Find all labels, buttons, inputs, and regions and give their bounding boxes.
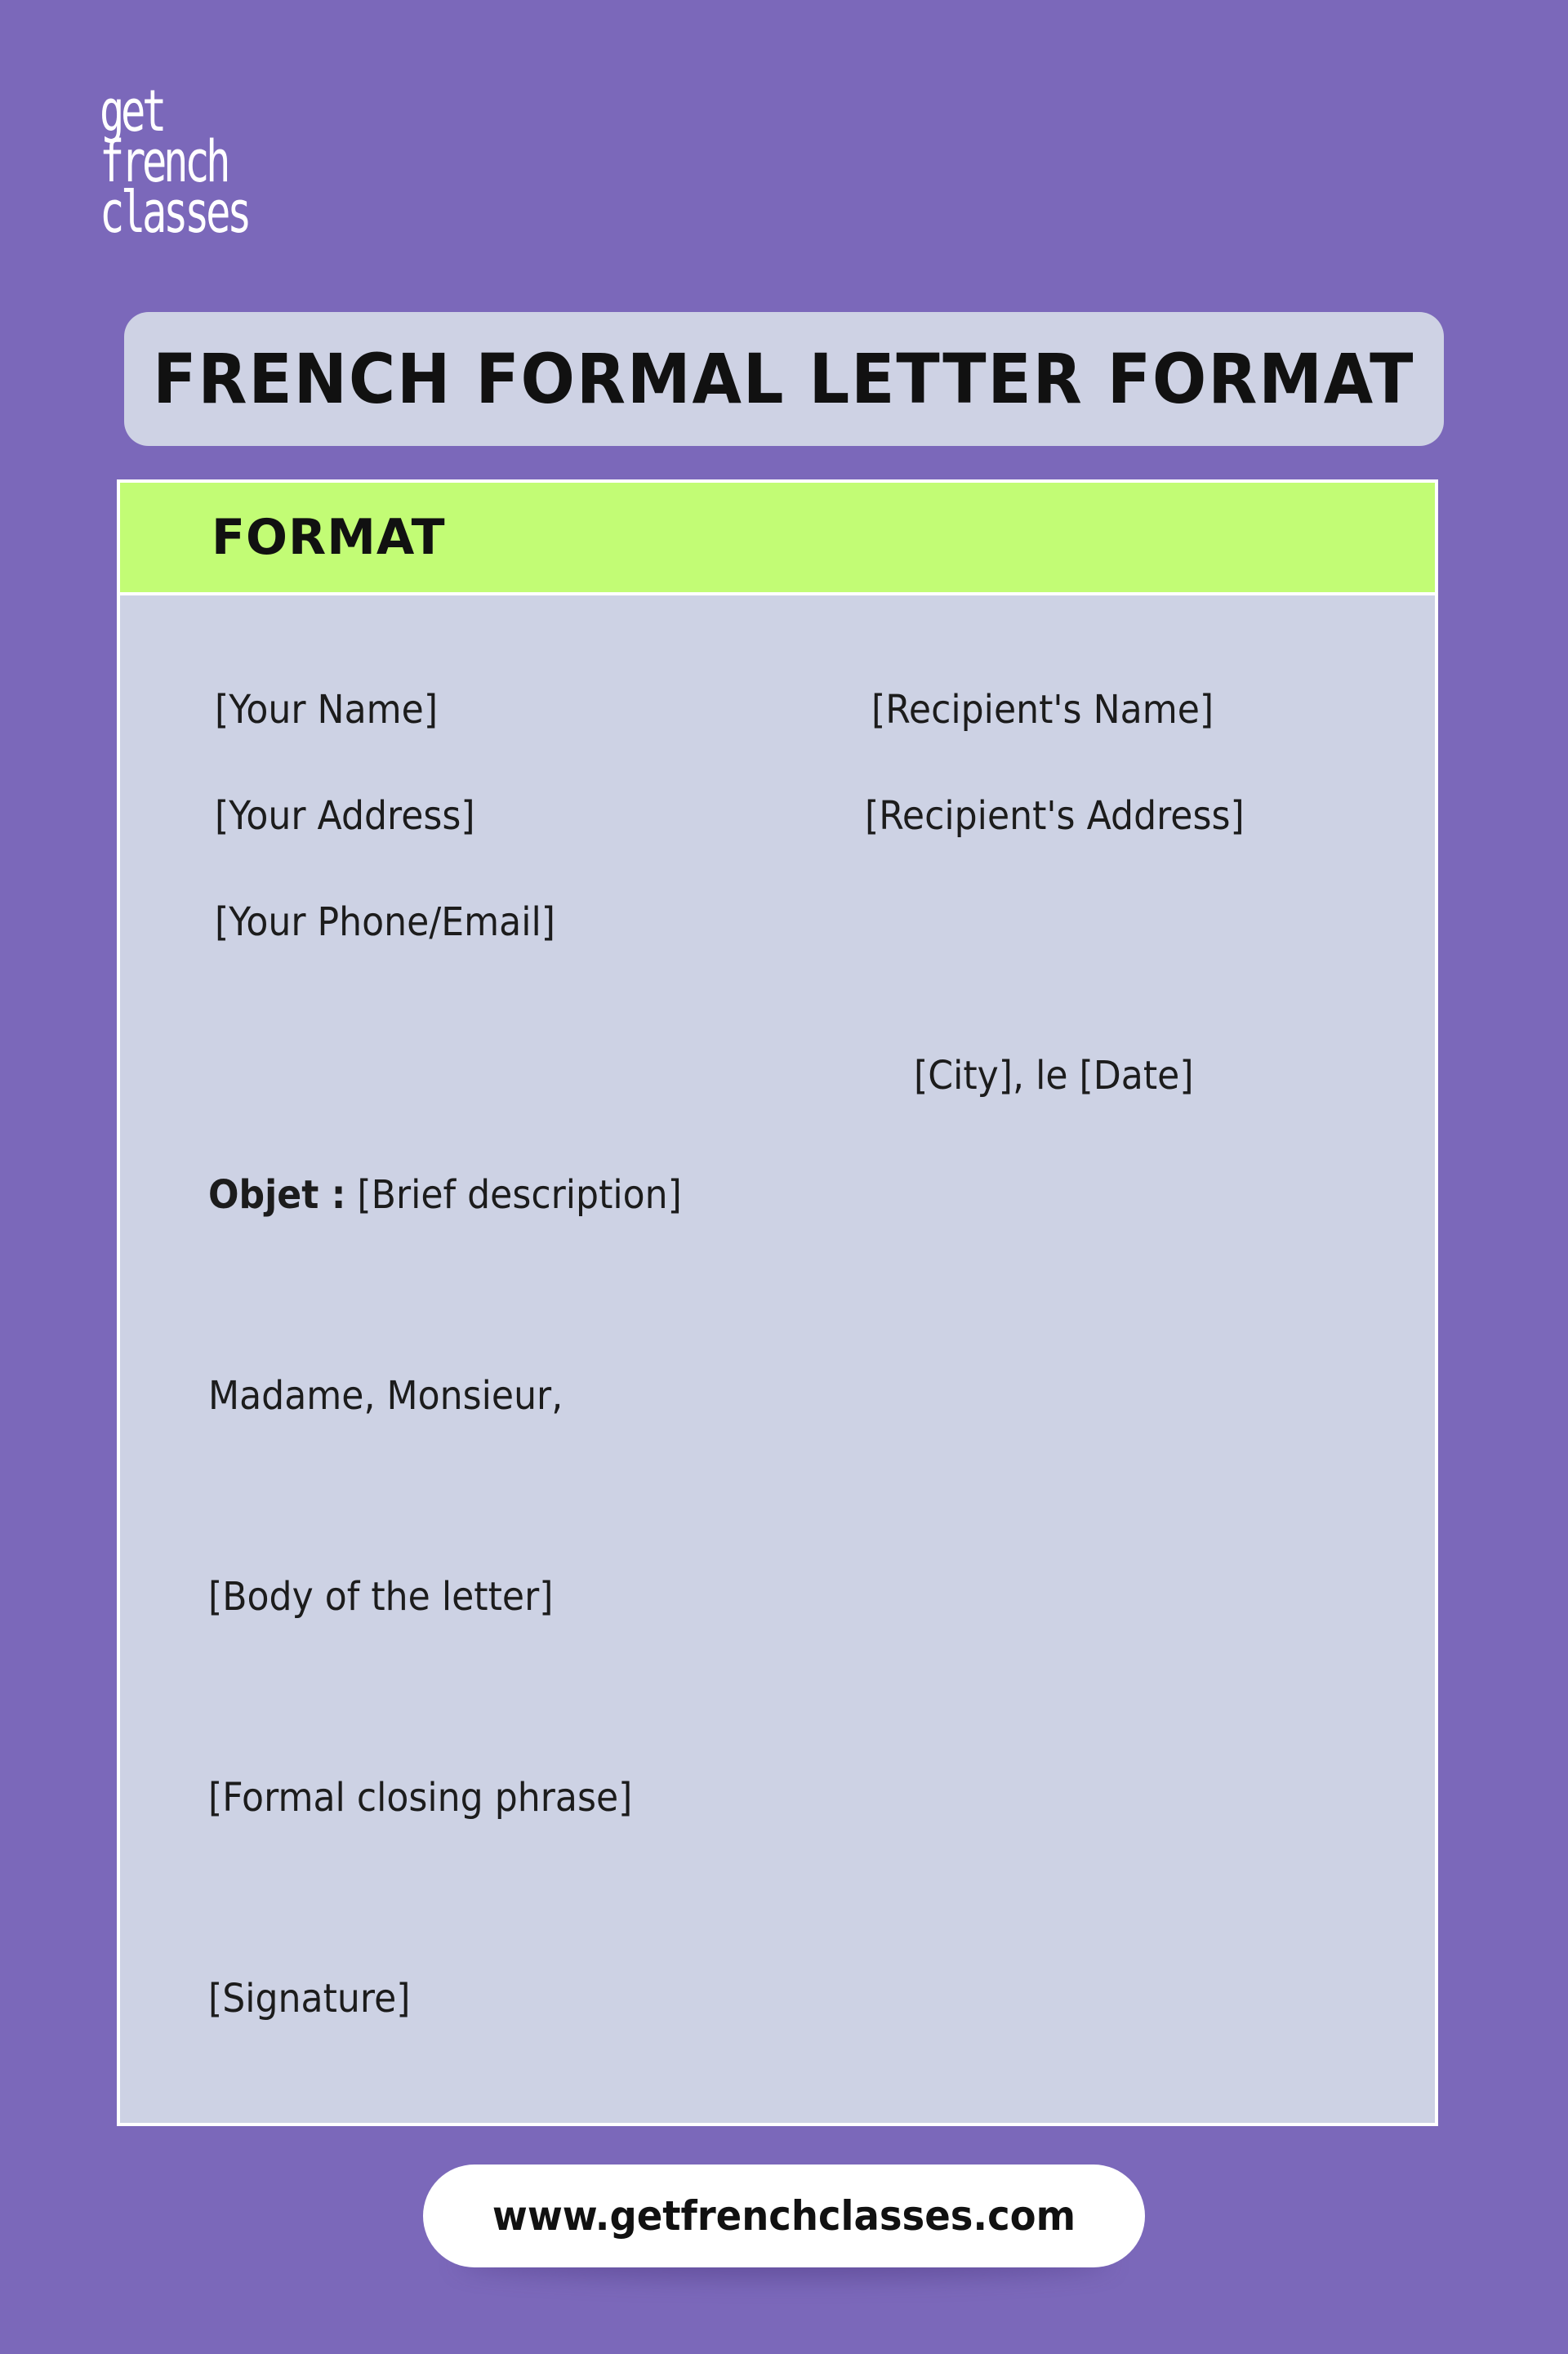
panel-header — [120, 483, 1435, 595]
logo-line-classes: classes — [100, 179, 249, 246]
sender-contact: [Your Phone/Email] — [215, 899, 555, 945]
recipient-name: [Recipient's Name] — [871, 687, 1214, 733]
panel-header-label: FORMAT — [212, 509, 446, 566]
logo-line-french: french — [100, 128, 228, 195]
city-date: [City], le [Date] — [914, 1053, 1194, 1099]
recipient-address: [Recipient's Address] — [865, 793, 1245, 839]
objet-label: Objet : — [208, 1172, 346, 1218]
sender-address: [Your Address] — [215, 793, 475, 839]
sender-name: [Your Name] — [215, 687, 439, 733]
logo-line-get: get — [100, 78, 164, 145]
page-title: FRENCH FORMAL LETTER FORMAT — [153, 339, 1415, 419]
title-banner — [124, 312, 1444, 446]
website-link[interactable] — [423, 2165, 1145, 2267]
letter-body: [Body of the letter] — [208, 1574, 554, 1620]
letter-format-panel — [117, 479, 1438, 2126]
closing-phrase: [Formal closing phrase] — [208, 1775, 633, 1821]
signature: [Signature] — [208, 1976, 411, 2022]
salutation: Madame, Monsieur, — [208, 1373, 564, 1419]
website-url: www.getfrenchclasses.com — [492, 2192, 1076, 2240]
brand-logo — [100, 78, 249, 246]
objet-value: [Brief description] — [345, 1172, 682, 1218]
objet-line — [208, 1172, 682, 1218]
